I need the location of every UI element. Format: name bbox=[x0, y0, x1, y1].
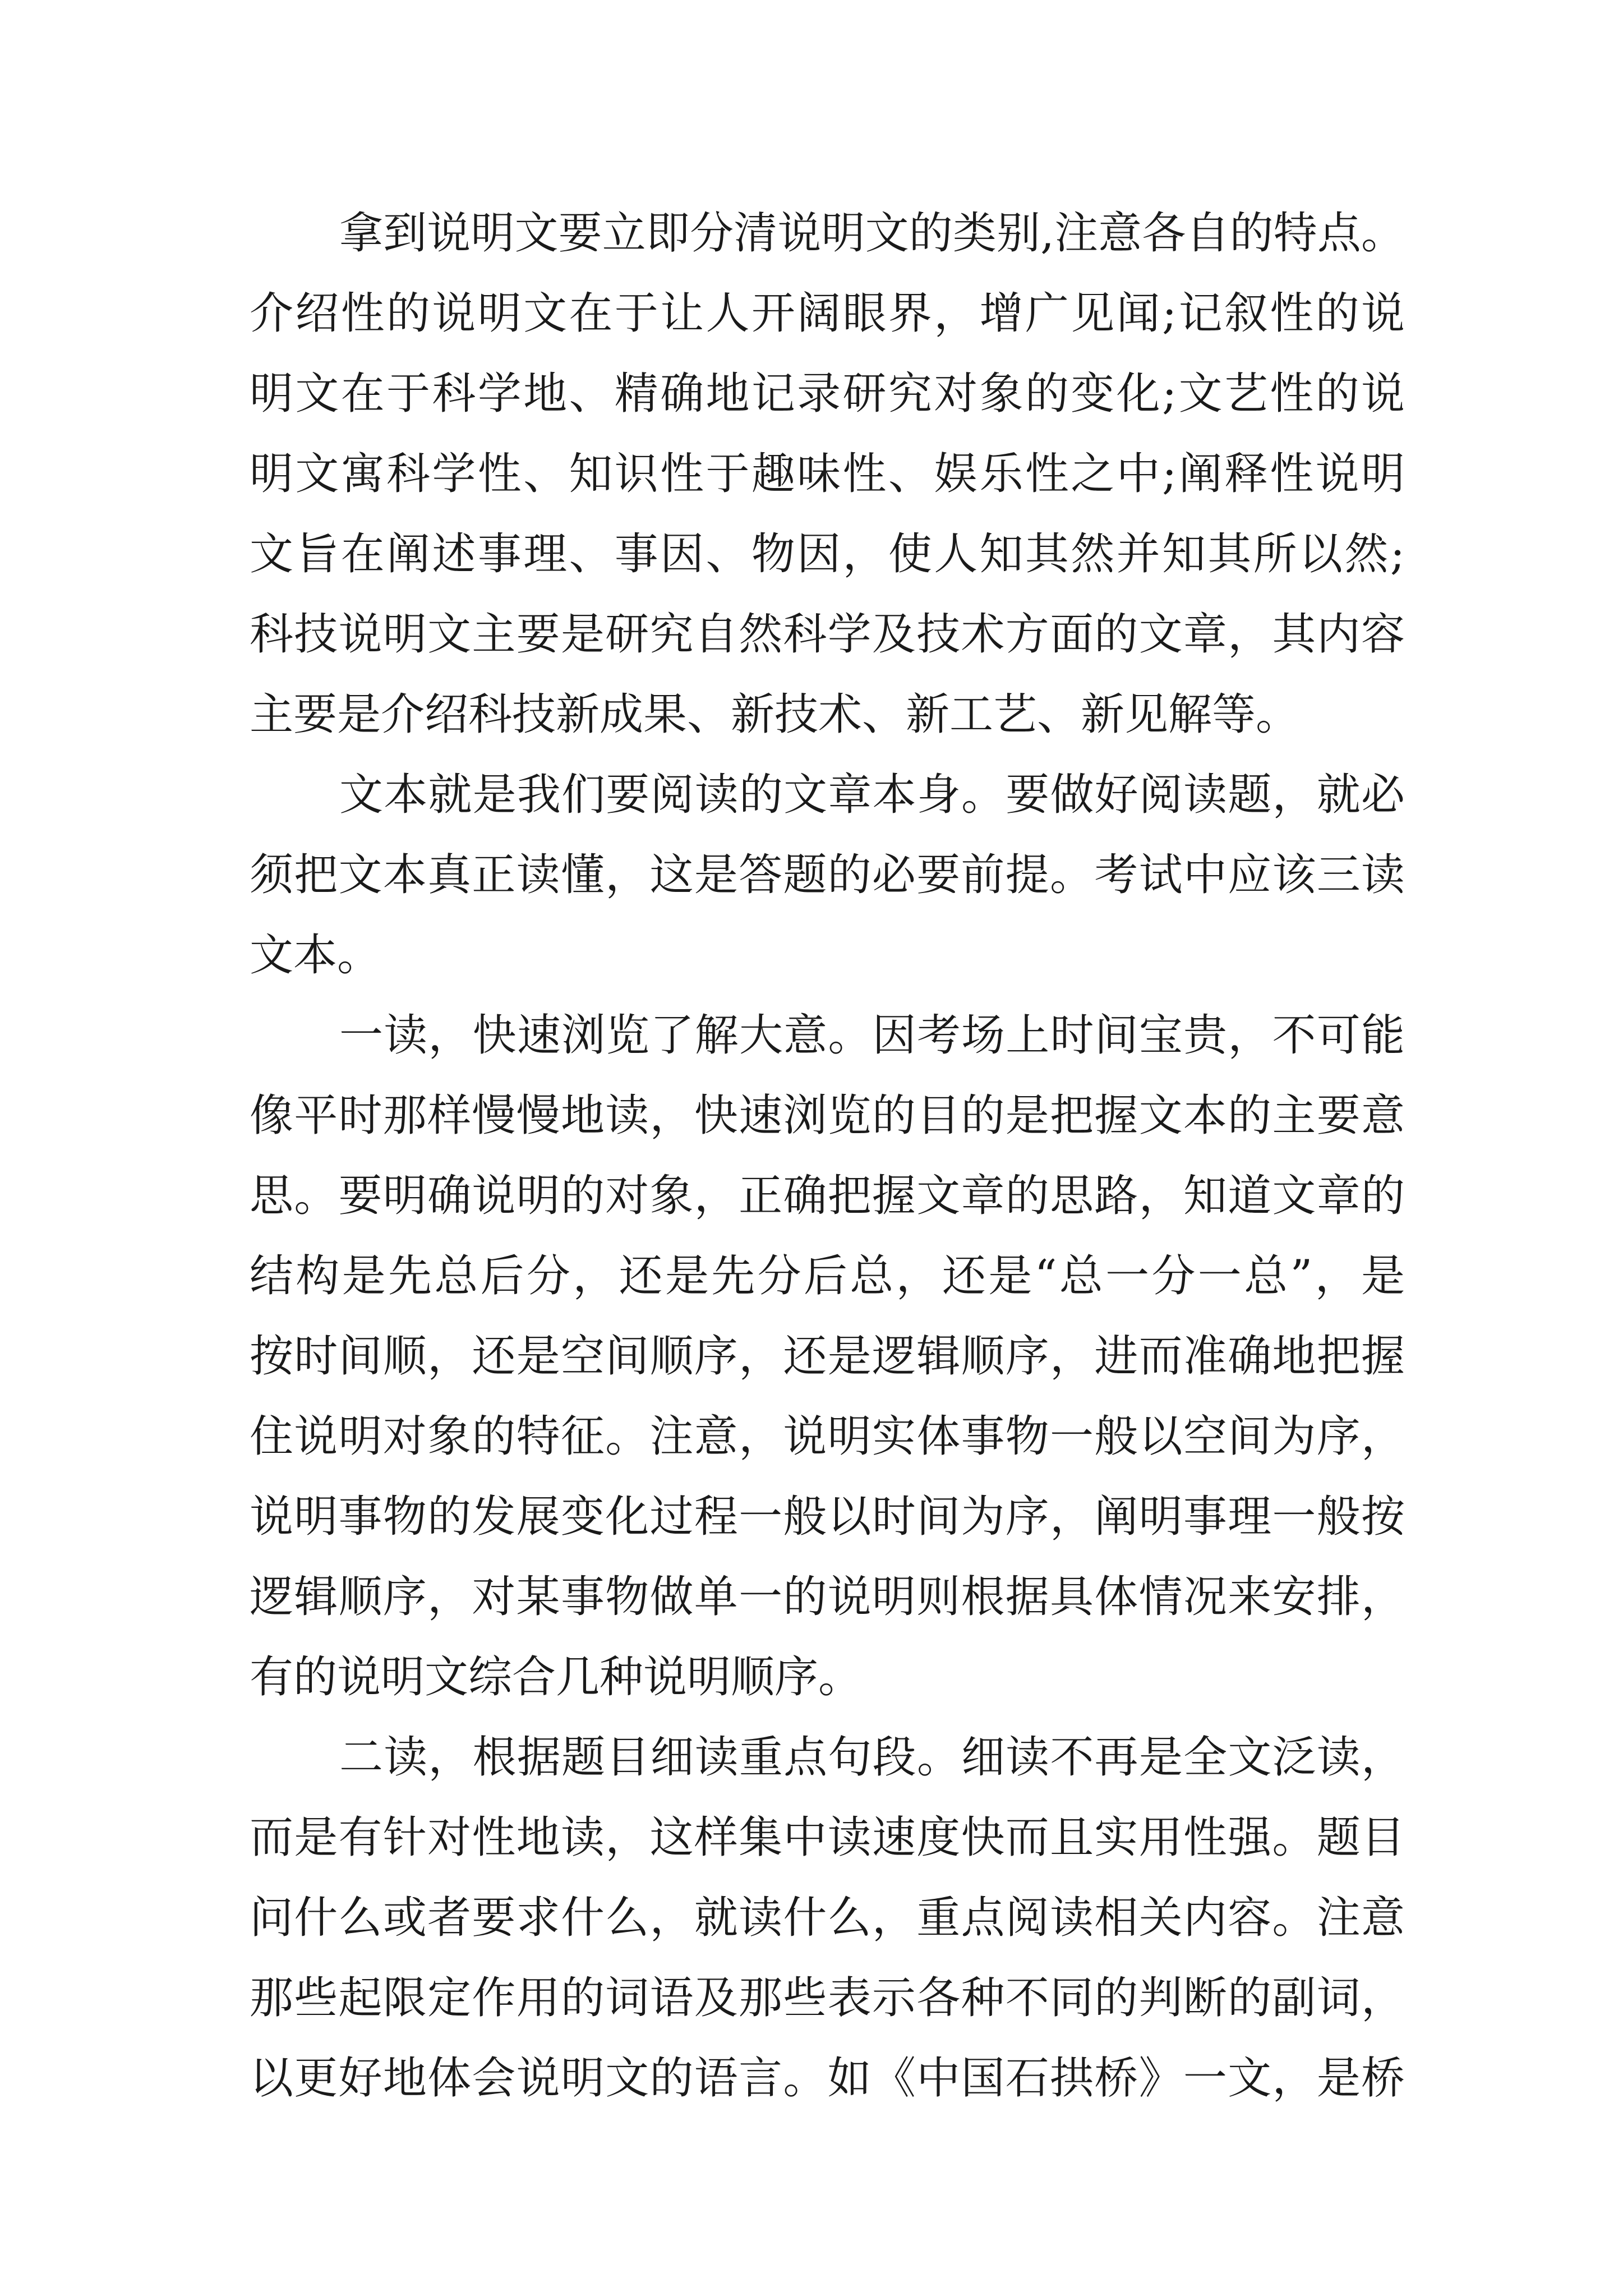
text-line: 主要是介绍科技新成果、新技术、新工艺、新见解等。 bbox=[250, 689, 1300, 740]
text-line: 那些起限定作用的词语及那些表示各种不同的判断的副词， bbox=[250, 1973, 1405, 2023]
text-line: 逻辑顺序，对某事物做单一的说明则根据具体情况来安排， bbox=[250, 1572, 1405, 1622]
text-line: 二读，根据题目细读重点句段。细读不再是全文泛读， bbox=[339, 1732, 1405, 1783]
body-text bbox=[250, 194, 1405, 2119]
text-line: 像平时那样慢慢地读，快速浏览的目的是把握文本的主要意 bbox=[250, 1091, 1405, 1141]
text-line: 明文在于科学地、精确地记录研究对象的变化;文艺性的说 bbox=[250, 369, 1405, 419]
text-line: 文旨在阐述事理、事因、物因，使人知其然并知其所以然; bbox=[250, 529, 1405, 579]
text-line: 问什么或者要求什么，就读什么，重点阅读相关内容。注意 bbox=[250, 1893, 1405, 1943]
text-line: 文本。 bbox=[250, 930, 381, 981]
text-line: 而是有针对性地读，这样集中读速度快而且实用性强。题目 bbox=[250, 1812, 1405, 1863]
text-line: 明文寓科学性、知识性于趣味性、娱乐性之中;阐释性说明 bbox=[250, 449, 1405, 499]
text-line: 须把文本真正读懂，这是答题的必要前提。考试中应该三读 bbox=[250, 850, 1405, 900]
text-line: 以更好地体会说明文的语言。如《中国石拱桥》一文，是桥 bbox=[250, 2053, 1405, 2104]
text-line: 介绍性的说明文在于让人开阔眼界，增广见闻;记叙性的说 bbox=[250, 288, 1405, 339]
text-line: 思。要明确说明的对象，正确把握文章的思路，知道文章的 bbox=[250, 1171, 1405, 1221]
text-line: 说明事物的发展变化过程一般以时间为序，阐明事理一般按 bbox=[250, 1492, 1405, 1542]
text-line: 科技说明文主要是研究自然科学及技术方面的文章，其内容 bbox=[250, 609, 1405, 660]
text-line: 拿到说明文要立即分清说明文的类别,注意各自的特点。 bbox=[339, 208, 1405, 259]
text-line: 结构是先总后分，还是先分后总，还是“总一分一总”，是 bbox=[250, 1251, 1405, 1301]
text-line: 有的说明文综合几种说明顺序。 bbox=[250, 1652, 863, 1703]
text-line: 文本就是我们要阅读的文章本身。要做好阅读题，就必 bbox=[339, 770, 1405, 820]
text-line: 住说明对象的特征。注意，说明实体事物一般以空间为序， bbox=[250, 1411, 1405, 1462]
text-line: 按时间顺，还是空间顺序，还是逻辑顺序，进而准确地把握 bbox=[250, 1331, 1405, 1382]
text-line: 一读，快速浏览了解大意。因考场上时间宝贵，不可能 bbox=[339, 1010, 1405, 1061]
